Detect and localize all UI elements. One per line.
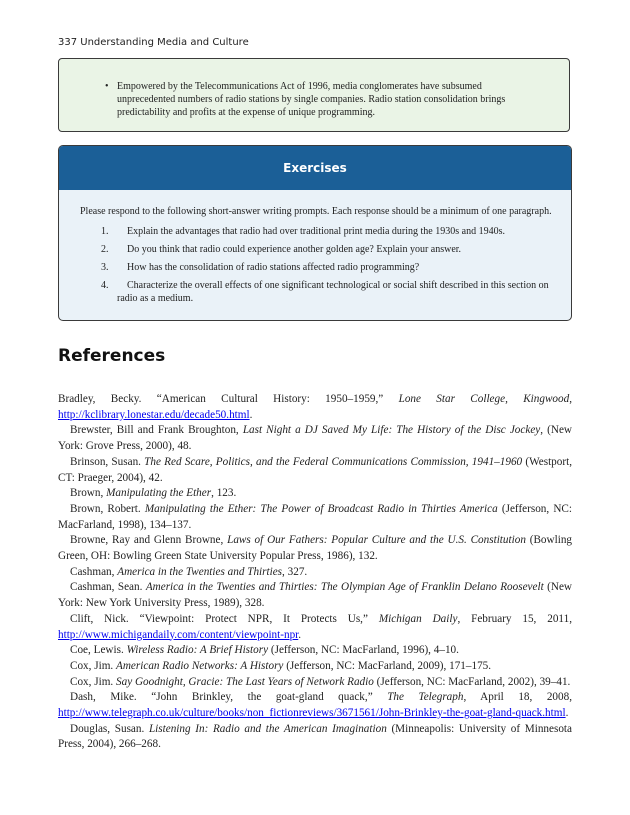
reference-text: . — [565, 707, 569, 720]
reference-entry — [58, 675, 572, 691]
reference-text: (Jefferson, NC: MacFarland, 1998), 134–137. — [58, 502, 572, 531]
exercises-title: Exercises — [283, 161, 347, 175]
exercise-number: 4. — [101, 280, 109, 291]
reference-text: Cashman, Sean. — [70, 581, 146, 594]
reference-entry — [58, 486, 572, 502]
reference-text: Browne, Ray and Glenn Browne, — [70, 534, 228, 547]
reference-title: Wireless Radio: A Brief History — [126, 644, 269, 657]
reference-entry — [58, 659, 572, 675]
key-takeaways-box — [58, 58, 570, 132]
reference-title: American Radio Networks: A History — [116, 659, 284, 672]
reference-title: Manipulating the Ether — [106, 487, 212, 500]
reference-text: Cashman, — [70, 565, 118, 578]
exercises-intro: Please respond to the following short-answer writing prompts. Each response should be a minimum of one paragraph. — [80, 206, 552, 217]
reference-entry — [58, 455, 572, 486]
reference-text: (Jefferson, NC: MacFarland, 2002), 39–41. — [373, 675, 571, 688]
reference-text: Brown, Robert. — [70, 502, 145, 515]
reference-text: (Minneapolis: University of Minnesota Press, 2004), 266–268. — [58, 722, 572, 751]
reference-text: (Westport, CT: Praeger, 2004), 42. — [58, 455, 572, 484]
reference-title: America in the Twenties and Thirties: The Olympian Age of Franklin Delano Roosevelt — [145, 581, 544, 594]
reference-entry — [58, 423, 572, 454]
reference-entry — [58, 643, 572, 659]
reference-entry — [58, 392, 572, 423]
reference-text: Brewster, Bill and Frank Broughton, — [70, 424, 243, 437]
reference-title: Michigan Daily — [378, 612, 458, 625]
references-list — [58, 392, 572, 753]
takeaway-text: Empowered by the Telecommunications Act of 1996, media conglomerates have subsumed unprecedented numbers of radio stations by single companies. Radio station consolidation brings predictability and profits at the expense of unique programming. — [117, 81, 506, 118]
reference-entry — [58, 565, 572, 581]
reference-entry — [58, 690, 572, 721]
reference-title: The Telegraph — [387, 691, 464, 704]
reference-title: Lone Star College, Kingwood — [398, 393, 570, 405]
bullet-icon: • — [105, 81, 109, 92]
reference-text: , — [569, 393, 572, 405]
exercise-text: How has the consolidation of radio stations affected radio programming? — [127, 262, 420, 273]
reference-entry — [58, 502, 572, 533]
reference-title: Laws of Our Fathers: Popular Culture and the U.S. Constitution — [227, 534, 526, 547]
references-heading: References — [58, 346, 166, 366]
exercise-text: Do you think that radio could experience another golden age? Explain your answer. — [127, 244, 462, 255]
reference-text: (Jefferson, NC: MacFarland, 1996), 4–10. — [268, 644, 459, 657]
exercises-header — [59, 146, 571, 190]
reference-text: , February 15, 2011, — [457, 612, 572, 625]
exercise-number: 2. — [101, 244, 109, 255]
reference-text: Dash, Mike. “John Brinkley, the goat-gland quack,” — [70, 691, 388, 704]
reference-title: America in the Twenties and Thirties — [117, 565, 283, 578]
reference-text: (Bowling Green, OH: Bowling Green State University Popular Press, 1986), 132. — [58, 534, 573, 563]
exercise-number: 1. — [101, 226, 109, 237]
takeaway-bullet-item — [105, 80, 537, 119]
reference-text: , April 18, 2008, — [463, 691, 572, 704]
reference-title: Manipulating the Ether: The Power of Broadcast Radio in Thirties America — [144, 502, 498, 515]
exercises-box — [58, 145, 572, 321]
reference-entry — [58, 533, 572, 564]
exercise-item — [101, 225, 557, 238]
reference-title: Say Goodnight, Gracie: The Last Years of Network Radio — [116, 675, 374, 688]
exercise-item — [101, 279, 557, 305]
reference-text: Cox, Jim. — [70, 659, 117, 672]
exercise-item — [101, 243, 557, 256]
running-head: 337 Understanding Media and Culture — [58, 37, 249, 48]
reference-text: . — [249, 408, 253, 421]
reference-text: Brown, — [70, 487, 107, 500]
reference-text: Brinson, Susan. — [70, 455, 145, 468]
reference-text: Coe, Lewis. — [70, 644, 127, 657]
reference-link[interactable]: http://www.michigandaily.com/content/viewpoint-npr — [58, 628, 299, 641]
reference-text: (New York: New York University Press, 1989), 328. — [58, 581, 572, 610]
reference-title: The Red Scare, Politics, and the Federal Communications Commission, 1941–1960 — [144, 455, 523, 468]
exercise-text: Characterize the overall effects of one significant technological or social shift described in this section on radio as a medium. — [117, 280, 549, 304]
exercise-number: 3. — [101, 262, 109, 273]
reference-text: , (New York: Grove Press, 2000), 48. — [58, 424, 572, 453]
reference-link[interactable]: http://kclibrary.lonestar.edu/decade50.html — [58, 408, 250, 421]
reference-entry — [58, 722, 572, 753]
reference-text: Cox, Jim. — [70, 675, 117, 688]
reference-entry — [58, 580, 572, 611]
exercise-text: Explain the advantages that radio had over traditional print media during the 1930s and 1940s. — [127, 226, 505, 237]
reference-text: Bradley, Becky. “American Cultural History: 1950–1959,” — [58, 393, 399, 405]
reference-text: Clift, Nick. “Viewpoint: Protect NPR, It Protects Us,” — [70, 612, 379, 625]
exercise-item — [101, 261, 557, 274]
reference-entry — [58, 612, 572, 643]
reference-text: (Jefferson, NC: MacFarland, 2009), 171–175. — [283, 659, 492, 672]
reference-link[interactable]: http://www.telegraph.co.uk/culture/books/non_fictionreviews/3671561/John-Brinkley-the-goat-gland-quack.html — [58, 707, 566, 720]
reference-title: Last Night a DJ Saved My Life: The History of the Disc Jockey — [242, 424, 541, 437]
reference-title: Listening In: Radio and the American Imagination — [148, 722, 387, 735]
reference-text: . — [298, 628, 302, 641]
reference-text: , 123. — [211, 487, 237, 500]
reference-text: , 327. — [282, 565, 308, 578]
reference-text: Douglas, Susan. — [70, 722, 149, 735]
